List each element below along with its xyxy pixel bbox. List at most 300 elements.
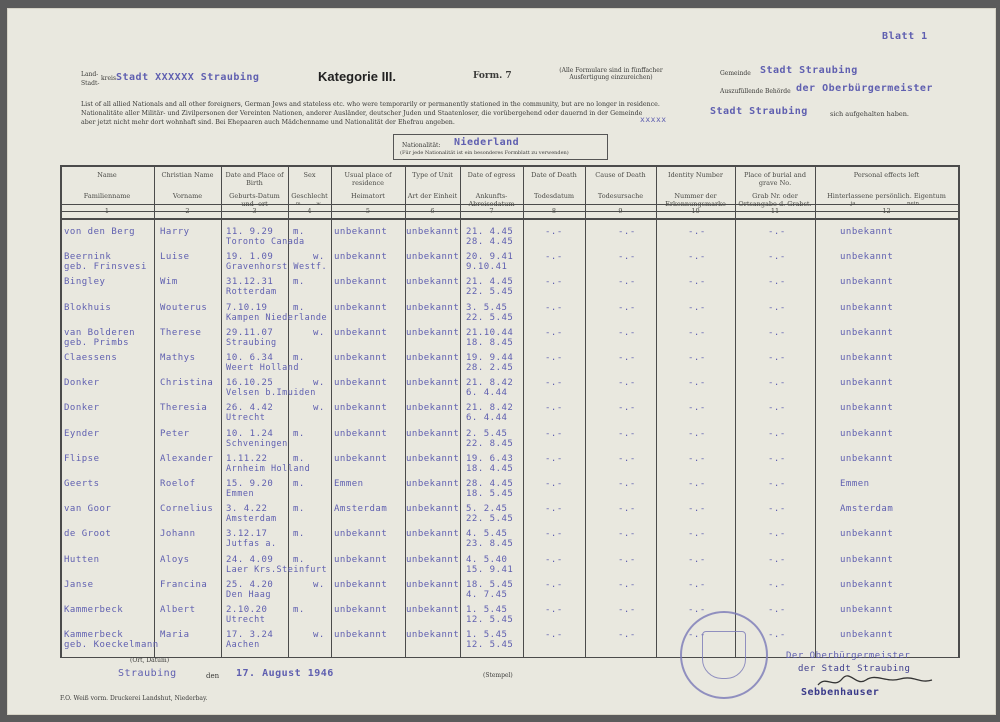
cell-first-name: Roelof: [160, 479, 196, 489]
cell-death-cause: -.-: [618, 580, 636, 590]
cell-name: Donker: [64, 378, 100, 388]
cell-first-name: Cornelius: [160, 504, 214, 514]
cell-arrival: 19. 6.43: [466, 454, 514, 464]
column-number: 8: [551, 207, 557, 215]
column-header-de: Art der Einheit: [407, 192, 458, 200]
column-header-de: Nummer der Erkennungsmarke: [665, 192, 726, 208]
cell-name: Beernink: [64, 252, 112, 262]
cell-identity: -.-: [688, 580, 706, 590]
cell-burial: -.-: [768, 227, 786, 237]
cell-death-date: -.-: [545, 353, 563, 363]
cell-death-date: -.-: [545, 555, 563, 565]
cell-death-date: -.-: [545, 303, 563, 313]
cell-sex: w.: [313, 630, 325, 640]
cell-identity: -.-: [688, 252, 706, 262]
cell-birth-date: 16.10.25: [226, 378, 274, 388]
cell-name: Bingley: [64, 277, 106, 287]
behoerde-label: Auszufüllende Behörde: [720, 88, 791, 95]
cell-residence: unbekannt: [334, 605, 388, 615]
cell-burial: -.-: [768, 378, 786, 388]
cell-first-name: Johann: [160, 529, 196, 539]
cell-burial: -.-: [768, 277, 786, 287]
footer-stamp-label: (Stempel): [483, 672, 513, 679]
column-header-de: Geschlecht: [291, 192, 328, 200]
cell-death-cause: -.-: [618, 605, 636, 615]
cell-unit: unbekannt: [406, 529, 460, 539]
column-divider: [60, 165, 62, 658]
cell-departure: 28. 2.45: [466, 363, 514, 373]
cell-departure: 9.10.41: [466, 262, 508, 272]
footer-place-label: (Ort, Datum): [130, 657, 170, 664]
cell-first-name: Mathys: [160, 353, 196, 363]
cell-effects: unbekannt: [840, 555, 894, 565]
cell-departure: 18. 4.45: [466, 464, 514, 474]
cell-first-name: Peter: [160, 429, 190, 439]
cell-name: Blokhuis: [64, 303, 112, 313]
cell-first-name: Albert: [160, 605, 196, 615]
cell-first-name: Francina: [160, 580, 208, 590]
cell-unit: unbekannt: [406, 429, 460, 439]
cell-name: van Bolderen: [64, 328, 136, 338]
column-divider: [331, 165, 332, 658]
cell-death-cause: -.-: [618, 403, 636, 413]
cell-sex: m.: [293, 555, 305, 565]
cell-birth-place: Rotterdam: [226, 287, 277, 297]
cell-departure: 12. 5.45: [466, 615, 514, 625]
cell-birth-date: 29.11.07: [226, 328, 274, 338]
cell-departure: 4. 7.45: [466, 590, 508, 600]
cell-first-name: Alexander: [160, 454, 214, 464]
cell-residence: Amsterdam: [334, 504, 388, 514]
cell-unit: unbekannt: [406, 403, 460, 413]
cell-death-cause: -.-: [618, 227, 636, 237]
cell-birth-place: Schveningen: [226, 439, 288, 449]
intro-tail: sich aufgehalten haben.: [830, 110, 909, 118]
cell-birth-place: Kampen Niederlande: [226, 313, 328, 323]
cell-effects: unbekannt: [840, 353, 894, 363]
cell-death-cause: -.-: [618, 479, 636, 489]
cell-departure: 22. 5.45: [466, 313, 514, 323]
column-number: 10: [691, 207, 700, 215]
cell-residence: unbekannt: [334, 529, 388, 539]
column-header-de: Familienname: [83, 192, 131, 200]
cell-identity: -.-: [688, 454, 706, 464]
cell-burial: -.-: [768, 555, 786, 565]
column-divider: [958, 165, 960, 658]
cell-name-birth: geb. Koeckelmann: [64, 640, 159, 650]
cell-unit: unbekannt: [406, 328, 460, 338]
cell-birth-date: 24. 4.09: [226, 555, 274, 565]
cell-residence: unbekannt: [334, 303, 388, 313]
cell-birth-date: 25. 4.20: [226, 580, 274, 590]
cell-sex: w.: [313, 252, 325, 262]
cell-unit: unbekannt: [406, 605, 460, 615]
column-header-de: Ankunfts- Abreisedatum: [468, 192, 515, 208]
nationality-label: Nationalität:: [402, 142, 441, 149]
cell-death-cause: -.-: [618, 504, 636, 514]
cell-death-date: -.-: [545, 504, 563, 514]
cell-sex: w.: [313, 328, 325, 338]
column-header-en: Cause of Death: [595, 171, 646, 179]
cell-birth-date: 11. 9.29: [226, 227, 274, 237]
cell-arrival: 19. 9.44: [466, 353, 514, 363]
cell-burial: -.-: [768, 303, 786, 313]
cell-unit: unbekannt: [406, 378, 460, 388]
cell-departure: 6. 4.44: [466, 413, 508, 423]
column-header-de: Todesursache: [597, 192, 644, 200]
cell-death-cause: -.-: [618, 529, 636, 539]
cell-identity: -.-: [688, 378, 706, 388]
cell-name: Kammerbeck: [64, 605, 124, 615]
cell-unit: unbekannt: [406, 227, 460, 237]
landkreis-label-2: Stadt-: [81, 80, 100, 87]
cell-arrival: 21.10.44: [466, 328, 514, 338]
cell-name-birth: geb. Primbs: [64, 338, 130, 348]
cell-burial: -.-: [768, 454, 786, 464]
cell-identity: -.-: [688, 479, 706, 489]
footer-date: 17. August 1946: [236, 668, 334, 679]
column-divider: [154, 165, 155, 658]
cell-departure: 22. 5.45: [466, 514, 514, 524]
column-number: 4: [307, 207, 312, 215]
cell-departure: 15. 9.41: [466, 565, 514, 575]
cell-arrival: 28. 4.45: [466, 479, 514, 489]
column-number: 12: [882, 207, 891, 215]
column-divider: [460, 165, 461, 658]
cell-residence: unbekannt: [334, 227, 388, 237]
cell-death-date: -.-: [545, 479, 563, 489]
cell-effects: unbekannt: [840, 227, 894, 237]
cell-name: Eynder: [64, 429, 100, 439]
cell-death-cause: -.-: [618, 277, 636, 287]
cell-birth-date: 1.11.22: [226, 454, 268, 464]
cell-departure: 6. 4.44: [466, 388, 508, 398]
cell-death-date: -.-: [545, 227, 563, 237]
sex-sub-header: w.: [316, 201, 322, 207]
cell-identity: -.-: [688, 353, 706, 363]
column-number: 9: [618, 207, 623, 215]
cell-residence: unbekannt: [334, 353, 388, 363]
column-number: 7: [489, 207, 494, 215]
cell-birth-date: 3.12.17: [226, 529, 268, 539]
cell-effects: unbekannt: [840, 252, 894, 262]
cell-death-cause: -.-: [618, 353, 636, 363]
cell-unit: unbekannt: [406, 630, 460, 640]
cell-burial: -.-: [768, 252, 786, 262]
cell-death-date: -.-: [545, 529, 563, 539]
cell-effects: unbekannt: [840, 403, 894, 413]
cell-birth-place: Laer Krs.Steinfurt: [226, 565, 328, 575]
cell-departure: 12. 5.45: [466, 640, 514, 650]
footer-place: Straubing: [118, 668, 177, 679]
cell-birth-place: Arnheim Holland: [226, 464, 311, 474]
cell-effects: unbekannt: [840, 429, 894, 439]
column-header-en: Type of Unit: [412, 171, 453, 179]
cell-arrival: 5. 2.45: [466, 504, 508, 514]
cell-death-date: -.-: [545, 580, 563, 590]
cell-death-cause: -.-: [618, 429, 636, 439]
cell-death-date: -.-: [545, 403, 563, 413]
intro-line-1: List of all allied Nationals and all other foreigners, German Jews and stateless etc. who were temporarily or permanently stationed in the community, but are no longer in residence.: [81, 101, 660, 108]
cell-birth-place: Emmen: [226, 489, 255, 499]
cell-first-name: Wouterus: [160, 303, 208, 313]
column-header-en: Date of Death: [531, 171, 577, 179]
cell-unit: unbekannt: [406, 353, 460, 363]
cell-birth-place: Utrecht: [226, 413, 266, 423]
cell-identity: -.-: [688, 630, 706, 640]
cell-birth-date: 26. 4.42: [226, 403, 274, 413]
cell-departure: 18. 8.45: [466, 338, 514, 348]
cell-residence: unbekannt: [334, 328, 388, 338]
column-header-en: Usual place of residence: [344, 171, 392, 187]
signer-line-2: der Stadt Straubing: [798, 664, 911, 674]
cell-departure: 28. 4.45: [466, 237, 514, 247]
cell-effects: unbekannt: [840, 630, 894, 640]
cell-effects: unbekannt: [840, 328, 894, 338]
footer-printer: F.O. Weiß vorm. Druckerei Landshut, Niederbay.: [60, 695, 208, 702]
sheet-number: Blatt 1: [882, 31, 928, 42]
intro-line-3: aber jetzt nicht mehr dort wohnhaft sind. Bei Ehepaaren auch Mädchenname und Nationalität der Ehefrau angeben.: [81, 119, 455, 126]
cell-unit: unbekannt: [406, 479, 460, 489]
effects-sub-header: ja: [850, 201, 856, 207]
cell-unit: unbekannt: [406, 580, 460, 590]
cell-identity: -.-: [688, 504, 706, 514]
nationality-value: Niederland: [454, 137, 520, 148]
cell-sex: w.: [313, 403, 325, 413]
cell-first-name: Harry: [160, 227, 190, 237]
cell-name-birth: geb. Frinsvesi: [64, 262, 147, 272]
cell-residence: unbekannt: [334, 403, 388, 413]
cell-unit: unbekannt: [406, 303, 460, 313]
cell-identity: -.-: [688, 227, 706, 237]
intro-line-2: Nationalitäte aller Militär- und Zivilpersonen der Vereinten Nationen, anderer Ausländer, deutscher Juden und Staatenloser, die vorübergehend oder dauernd in der Gemeinde: [81, 110, 643, 117]
cell-arrival: 2. 5.45: [466, 429, 508, 439]
cell-burial: -.-: [768, 429, 786, 439]
column-number: 11: [770, 207, 780, 215]
footer-den: den: [206, 672, 220, 680]
cell-residence: unbekannt: [334, 277, 388, 287]
cell-death-date: -.-: [545, 454, 563, 464]
cell-birth-date: 31.12.31: [226, 277, 274, 287]
column-divider: [815, 165, 816, 658]
cell-birth-place: Aachen: [226, 640, 260, 650]
cell-effects: unbekannt: [840, 580, 894, 590]
cell-birth-date: 7.10.19: [226, 303, 268, 313]
cell-effects: unbekannt: [840, 529, 894, 539]
cell-residence: unbekannt: [334, 252, 388, 262]
cell-first-name: Wim: [160, 277, 178, 287]
cell-name: Claessens: [64, 353, 118, 363]
cell-departure: 18. 5.45: [466, 489, 514, 499]
cell-burial: -.-: [768, 504, 786, 514]
cell-effects: Emmen: [840, 479, 870, 489]
cell-name: Janse: [64, 580, 94, 590]
cell-birth-place: Toronto Canada: [226, 237, 305, 247]
cell-birth-place: Utrecht: [226, 615, 266, 625]
cell-effects: unbekannt: [840, 303, 894, 313]
column-header-de: Geburts-Datum und -ort: [229, 192, 280, 208]
cell-death-cause: -.-: [618, 454, 636, 464]
column-header-en: Identity Number: [668, 171, 723, 179]
landkreis-label-1: Land-: [81, 71, 99, 78]
cell-identity: -.-: [688, 277, 706, 287]
signer-line-1: Der Oberbürgermeister: [786, 651, 911, 661]
cell-identity: -.-: [688, 303, 706, 313]
nationality-note: (Für jede Nationalität ist ein besonderes Formblatt zu verwenden): [400, 150, 569, 156]
column-header-en: Date and Place of Birth: [225, 171, 284, 187]
cell-birth-place: Gravenhorst Westf.: [226, 262, 328, 272]
cell-identity: -.-: [688, 328, 706, 338]
cell-death-date: -.-: [545, 429, 563, 439]
cell-arrival: 3. 5.45: [466, 303, 508, 313]
cell-first-name: Christina: [160, 378, 214, 388]
cell-unit: unbekannt: [406, 454, 460, 464]
form-number: Form. 7: [473, 71, 512, 81]
cell-birth-date: 3. 4.22: [226, 504, 268, 514]
cell-birth-place: Straubing: [226, 338, 277, 348]
column-number: 5: [365, 207, 371, 215]
cell-first-name: Theresia: [160, 403, 208, 413]
cell-birth-date: 19. 1.09: [226, 252, 274, 262]
cell-death-date: -.-: [545, 605, 563, 615]
cell-birth-place: Jutfas a.: [226, 539, 277, 549]
cell-effects: Amsterdam: [840, 504, 894, 514]
cell-death-date: -.-: [545, 277, 563, 287]
cell-death-cause: -.-: [618, 303, 636, 313]
cell-death-date: -.-: [545, 328, 563, 338]
cell-burial: -.-: [768, 630, 786, 640]
column-header-en: Christian Name: [161, 171, 214, 179]
column-number: 6: [430, 207, 435, 215]
form-note: (Alle Formulare sind in fünffacher Ausfertigung einzureichen): [559, 67, 663, 81]
cell-death-cause: -.-: [618, 252, 636, 262]
cell-arrival: 21. 4.45: [466, 277, 514, 287]
cell-sex: m.: [293, 429, 305, 439]
cell-death-cause: -.-: [618, 328, 636, 338]
column-header-de: Hinterlassene persönlich. Eigentum: [827, 192, 946, 200]
cell-sex: w.: [313, 378, 325, 388]
cell-residence: unbekannt: [334, 630, 388, 640]
cell-residence: unbekannt: [334, 580, 388, 590]
cell-sex: w.: [313, 580, 325, 590]
column-header-de: Todesdatum: [533, 192, 575, 200]
cell-identity: -.-: [688, 605, 706, 615]
cell-burial: -.-: [768, 580, 786, 590]
cell-burial: -.-: [768, 605, 786, 615]
cell-birth-date: 17. 3.24: [226, 630, 274, 640]
cell-death-date: -.-: [545, 630, 563, 640]
cell-departure: 22. 5.45: [466, 287, 514, 297]
behoerde-value: der Oberbürgermeister: [796, 83, 933, 94]
cell-name: de Groot: [64, 529, 112, 539]
cell-birth-date: 10. 1.24: [226, 429, 274, 439]
column-number: 3: [252, 207, 257, 215]
column-divider: [585, 165, 586, 658]
cell-arrival: 1. 5.45: [466, 630, 508, 640]
cell-name: Kammerbeck: [64, 630, 124, 640]
cell-first-name: Luise: [160, 252, 190, 262]
cell-sex: m.: [293, 529, 305, 539]
cell-name: van Goor: [64, 504, 112, 514]
cell-residence: unbekannt: [334, 454, 388, 464]
cell-death-date: -.-: [545, 252, 563, 262]
cell-burial: -.-: [768, 353, 786, 363]
cell-arrival: 1. 5.45: [466, 605, 508, 615]
cell-sex: m.: [293, 605, 305, 615]
column-divider: [523, 165, 524, 658]
cell-first-name: Maria: [160, 630, 190, 640]
column-header-en: Personal effects left: [853, 171, 920, 179]
category-title: Kategorie III.: [318, 69, 397, 84]
cell-burial: -.-: [768, 328, 786, 338]
cell-unit: unbekannt: [406, 504, 460, 514]
column-number: 2: [185, 207, 190, 215]
cell-burial: -.-: [768, 479, 786, 489]
cell-sex: m.: [293, 479, 305, 489]
column-header-en: Name: [97, 171, 117, 179]
cell-identity: -.-: [688, 429, 706, 439]
cell-birth-date: 2.10.20: [226, 605, 268, 615]
cell-name: Donker: [64, 403, 100, 413]
cell-sex: m.: [293, 353, 305, 363]
cell-name: Hutten: [64, 555, 100, 565]
cell-name: von den Berg: [64, 227, 136, 237]
cell-sex: m.: [293, 303, 305, 313]
column-header-en: Place of burial and grave No.: [743, 171, 807, 187]
cell-residence: unbekannt: [334, 429, 388, 439]
cell-identity: -.-: [688, 403, 706, 413]
cell-birth-place: Den Haag: [226, 590, 271, 600]
cell-sex: m.: [293, 227, 305, 237]
cell-birth-place: Amsterdam: [226, 514, 277, 524]
signer-name: Sebbenhauser: [801, 687, 880, 698]
cell-residence: unbekannt: [334, 378, 388, 388]
cell-residence: Emmen: [334, 479, 364, 489]
cell-sex: m.: [293, 277, 305, 287]
cell-birth-date: 10. 6.34: [226, 353, 274, 363]
cell-arrival: 21. 4.45: [466, 227, 514, 237]
cell-birth-date: 15. 9.20: [226, 479, 274, 489]
column-header-en: Date of egress: [467, 171, 516, 179]
landkreis-value: Stadt XXXXXX Straubing: [116, 72, 260, 83]
column-divider: [735, 165, 736, 658]
column-number: 1: [104, 207, 110, 215]
cell-death-cause: -.-: [618, 555, 636, 565]
column-divider: [221, 165, 222, 658]
cell-birth-place: Velsen b.Imuiden: [226, 388, 316, 398]
document-sheet: [7, 8, 996, 715]
cell-name: Geerts: [64, 479, 100, 489]
cell-identity: -.-: [688, 555, 706, 565]
column-divider: [656, 165, 657, 658]
cell-unit: unbekannt: [406, 555, 460, 565]
effects-sub-header: nein: [906, 201, 920, 207]
cell-first-name: Therese: [160, 328, 202, 338]
cell-effects: unbekannt: [840, 454, 894, 464]
column-header-en: Sex: [303, 171, 316, 179]
cell-arrival: 20. 9.41: [466, 252, 514, 262]
column-header-de: Heimatort: [351, 192, 385, 200]
official-seal: [680, 611, 768, 699]
intro-place: Stadt Straubing: [710, 106, 808, 117]
cell-identity: -.-: [688, 529, 706, 539]
column-header-de: Vorname: [172, 192, 203, 200]
cell-arrival: 18. 5.45: [466, 580, 514, 590]
cell-death-cause: -.-: [618, 378, 636, 388]
cell-burial: -.-: [768, 529, 786, 539]
cell-residence: unbekannt: [334, 555, 388, 565]
cell-departure: 23. 8.45: [466, 539, 514, 549]
